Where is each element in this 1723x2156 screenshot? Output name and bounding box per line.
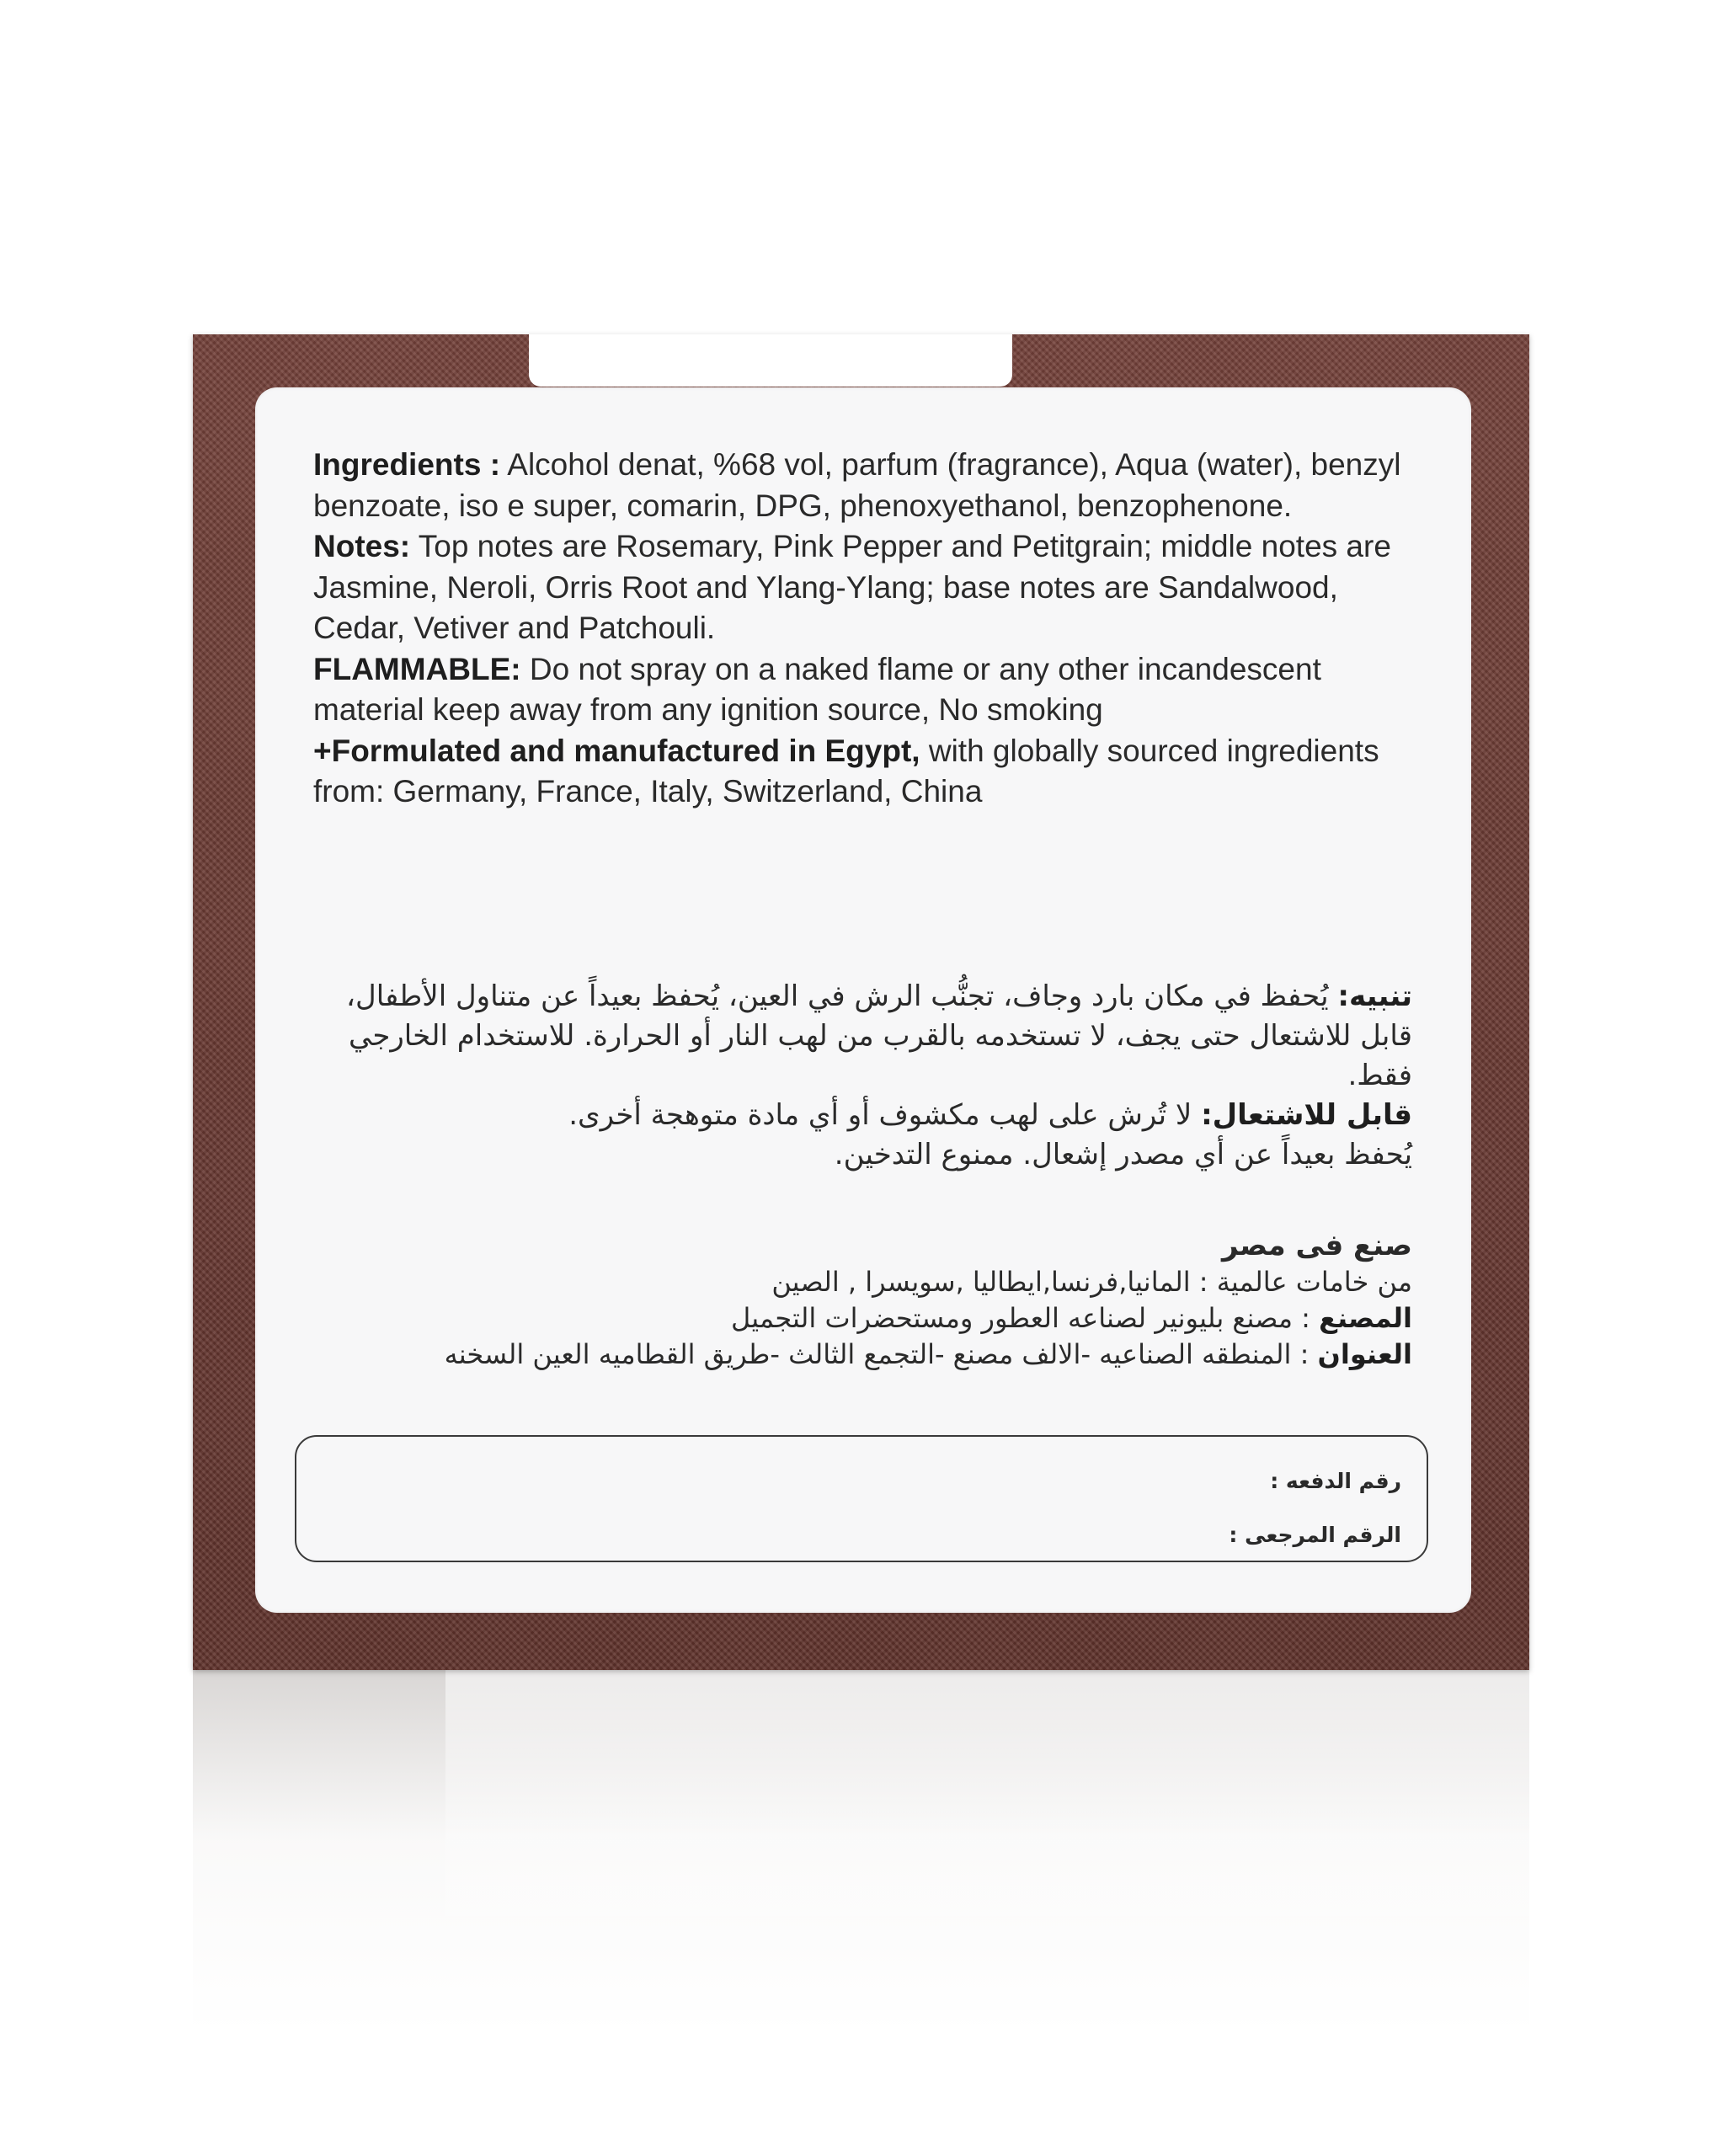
batch-number-label: رقم الدفعه : [1270,1469,1401,1493]
ingredients-heading: Ingredients : [313,447,501,482]
arabic-caution-paragraph [313,977,1412,1096]
arabic-flammable-line1: لا تُرش على لهب مكشوف أو أي مادة متوهجة أخرى. [568,1098,1202,1132]
arabic-manufacturer-heading: المصنع [1319,1302,1412,1334]
batch-info-box [295,1435,1428,1562]
arabic-made-in: صنع فى مصر [1222,1229,1412,1262]
notes-paragraph [313,526,1433,649]
flammable-warning: Do not spray on a naked flame or any other incandescent material keep away from any ignition source, No smoking [313,651,1321,727]
ingredients-paragraph [313,445,1433,526]
arabic-manufacturer-paragraph [313,1300,1412,1337]
arabic-address-paragraph [313,1337,1412,1373]
notes-description: Top notes are Rosemary, Pink Pepper and Petitgrain; middle notes are Jasmine, Neroli, Orris Root and Ylang-Ylang; base notes are Sandalwood, Cedar, Vetiver and Patchouli. [313,529,1391,645]
arabic-flammable-line2: يُحفظ بعيداً عن أي مصدر إشعال. ممنوع التدخين. [834,1138,1412,1171]
origin-heading: +Formulated and manufactured in Egypt, [313,733,920,768]
arabic-address-text: : المنطقه الصناعيه -الالف مصنع -التجمع الثالث -طريق القطاميه العين السخنه [444,1338,1318,1370]
arabic-caution-heading: تنبيه: [1337,979,1412,1013]
reference-number-label: الرقم المرجعى : [1229,1523,1401,1547]
label-reflection [445,1670,1667,2024]
notes-heading: Notes: [313,529,411,563]
arabic-origin-block [313,1228,1412,1373]
box-reflection [193,1670,1529,2156]
arabic-address-heading: العنوان [1317,1338,1412,1370]
origin-description: with globally sourced ingredients from: Germany, France, Italy, Switzerland, China [313,733,1379,808]
english-text-block [313,445,1433,813]
flammable-heading: FLAMMABLE: [313,651,521,686]
ingredients-list: Alcohol denat, %68 vol, parfum (fragrance), Aqua (water), benzyl benzoate, iso e super, comarin, DPG, phenoxyethanol, benzophenone. [313,447,1401,523]
arabic-warning-block [313,977,1412,1175]
arabic-materials: من خامات عالمية : المانيا,فرنسا,ايطاليا ,سويسرا , الصين [771,1266,1412,1298]
arabic-caution-text: يُحفظ في مكان بارد وجاف، تجنُّب الرش في العين، يُحفظ بعيداً عن متناول الأطفال، قابل للاشتعال حتى يجف، لا تستخدمه بالقرب من لهب النار أو الحرارة. للاستخدام الخارجي فقط. [346,979,1412,1092]
origin-paragraph [313,731,1433,813]
arabic-flammable-paragraph [313,1096,1412,1135]
arabic-manufacturer-text: : مصنع بليونير لصناعه العطور ومستحضرات التجميل [730,1302,1320,1334]
box-top-notch [529,334,1012,387]
arabic-flammable-heading: قابل للاشتعال: [1201,1098,1412,1132]
flammable-paragraph [313,649,1433,731]
